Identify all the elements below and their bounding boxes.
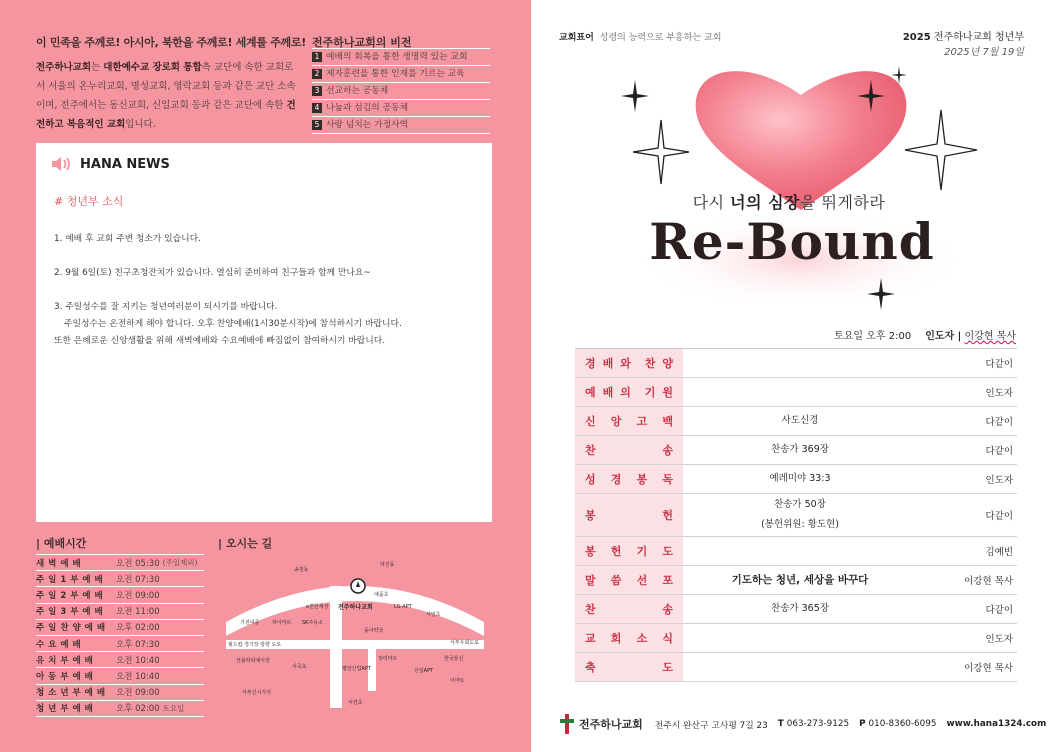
map-label: 서연초 (348, 700, 363, 706)
map-label: e편한세상 (306, 604, 329, 610)
footer-address: 전주시 완산구 고사평 7길 23 (654, 720, 768, 731)
worship-order-row (575, 595, 1017, 624)
sparkle-small-icon (621, 80, 649, 112)
directions-map (218, 556, 492, 716)
vision-list (312, 48, 490, 134)
order-item-char: 축 (585, 661, 596, 674)
worship-time: 오전 09:00 (116, 688, 160, 699)
worship-time: 오전 07:30 (116, 574, 160, 585)
worship-name: 청 소 년 부 예 배 (36, 688, 106, 699)
order-item-person: 다같이 (985, 417, 1013, 428)
worship-name: 청 년 부 예 배 (36, 704, 94, 715)
order-item-detail (683, 469, 917, 489)
worship-times-table (36, 554, 204, 717)
order-item-char: 성 (585, 473, 596, 486)
worship-order-row (575, 436, 1017, 465)
intro-end: 입니다. (125, 119, 156, 130)
intro-denomination: 대한예수교 장로회 통합 (103, 62, 202, 73)
order-item-person: 다같이 (985, 605, 1013, 616)
worship-time-row (36, 555, 204, 571)
worship-order-row (575, 653, 1017, 682)
order-item-person: 인도자 (985, 634, 1013, 645)
worship-time-row (36, 636, 204, 652)
vision-item (312, 117, 490, 134)
map-label: 서일초 (426, 612, 441, 618)
worship-name: 주 일 찬 양 예 배 (36, 623, 106, 634)
news-item-line: 주일성수는 온전하게 해야 합니다. 오후 찬양예배(1시30분시작)에 참석하시기 바랍니다. (64, 319, 402, 329)
news-title: HANA NEWS (80, 156, 170, 172)
map-label: LG APT (394, 604, 412, 610)
worship-time: 오전 05:30 (116, 558, 160, 569)
bulletin-date: 2025년 7월 19일 (944, 47, 1024, 58)
church-motto (559, 30, 721, 43)
worship-order-row (575, 349, 1017, 378)
worship-time: 오전 10:40 (116, 671, 160, 682)
church-slogan: 이 민족을 주께로! 아시아, 북한을 주께로! 세계를 주께로! (36, 36, 306, 49)
order-item-person: 다같이 (985, 511, 1013, 522)
order-item-detail (683, 570, 917, 590)
worship-times-title: | 예배시간 (36, 537, 87, 550)
order-item-char: 봉 (585, 545, 596, 558)
map-label: 덕진동 (380, 562, 395, 568)
order-item-char: 선 (636, 574, 648, 587)
bulletin-year: 2025 (902, 32, 931, 43)
order-item-char: 독 (662, 473, 673, 486)
order-item-char: 고 (636, 415, 648, 428)
order-item-name (575, 436, 683, 464)
order-detail-line: 예레미야 33:3 (769, 473, 831, 484)
order-item-person: 다같이 (985, 359, 1013, 370)
order-item-char: 봉 (636, 473, 648, 486)
order-item-person: 다같이 (985, 446, 1013, 457)
order-item-char: 기 (636, 545, 648, 558)
worship-time-row (36, 701, 204, 717)
news-subtitle: # 청년부 소식 (54, 195, 124, 208)
order-detail-line: 기도하는 청년, 세상을 바꾸다 (731, 574, 869, 586)
map-label: SK주유소 (302, 620, 323, 626)
hana-news-box (36, 143, 492, 522)
leader-name: 이강현 목사 (964, 331, 1016, 342)
order-item-char: 신 (585, 415, 596, 428)
map-label: 서곡초 (292, 664, 307, 670)
footer-phone: 010-8360-6095 (868, 719, 937, 729)
map-label: 한국통신 (444, 656, 464, 662)
sparkle-outline-icon (633, 120, 689, 184)
order-item-char: 식 (662, 632, 673, 645)
map-church-pin-icon (351, 579, 365, 593)
map-label: 서부우회도로 (450, 640, 479, 646)
order-item-name (575, 653, 683, 681)
order-detail-line: 찬송가 365장 (771, 603, 829, 614)
service-info (834, 327, 1016, 342)
worship-time-row (36, 652, 204, 668)
worship-time: 오전 10:40 (116, 655, 160, 666)
map-label: 평안산업APT (342, 666, 371, 672)
order-item-char: 원 (662, 386, 673, 399)
map-label: 예품초 (374, 592, 389, 598)
footer-tel-label: T (777, 719, 784, 729)
tagline-pre: 다시 (692, 193, 731, 212)
vision-text: 예배의 회복을 통한 생명력 있는 교회 (326, 52, 468, 62)
motto-text: 성령의 능력으로 부흥하는 교회 (599, 33, 722, 43)
order-item-name (575, 407, 683, 435)
worship-time: 오전 11:00 (116, 607, 160, 618)
worship-name: 아 동 부 예 배 (36, 671, 94, 682)
order-item-char: 포 (662, 574, 673, 587)
news-item-line: 3. 주일성수를 잘 지키는 청년여러분이 되시기를 바랍니다. (54, 302, 278, 312)
worship-time-row (36, 604, 204, 620)
worship-name: 주 일 3 부 예 배 (36, 607, 104, 618)
order-item-char: 의 (620, 386, 631, 399)
order-item-name (575, 624, 683, 652)
news-header (50, 155, 170, 173)
order-of-worship (575, 348, 1017, 682)
footer-phone-label: P (859, 719, 866, 729)
worship-name: 유 치 부 예 배 (36, 655, 94, 666)
church-intro (36, 58, 298, 134)
map-label: 신일APT (414, 668, 434, 674)
order-item-name (575, 494, 683, 536)
worship-time: 오후 02:00 (116, 704, 160, 715)
order-item-detail (683, 599, 917, 619)
order-item-name (575, 566, 683, 594)
worship-time-row (36, 571, 204, 587)
worship-order-row (575, 494, 1017, 537)
worship-name: 주 일 2 부 예 배 (36, 590, 104, 601)
order-item-detail (683, 495, 917, 535)
news-item: 1. 예배 후 교회 주변 청소가 있습니다. (54, 234, 201, 244)
vision-number: 3 (312, 86, 322, 96)
order-item-char: 헌 (662, 509, 673, 522)
order-item-detail (683, 440, 917, 460)
order-detail-line: 사도신경 (781, 415, 819, 426)
worship-time: 오후 07:30 (116, 639, 160, 650)
vision-item (312, 49, 490, 66)
tagline-post: 을 뛰게하라 (800, 193, 886, 212)
order-item-char: 배 (602, 357, 614, 370)
worship-order-row (575, 624, 1017, 653)
map-arc-road (226, 586, 484, 636)
order-item-person: 인도자 (985, 388, 1013, 399)
order-detail-line: (봉헌위원: 황도현) (761, 519, 839, 530)
map-label: 선플라워예식장 (236, 658, 270, 664)
vision-item (312, 100, 490, 117)
order-item-char: 경 (610, 473, 622, 486)
vision-item (312, 66, 490, 83)
order-item-person: 이강현 목사 (964, 663, 1013, 674)
directions-title: | 오시는 길 (218, 537, 273, 550)
news-item (54, 299, 484, 350)
order-item-person: 이강현 목사 (964, 576, 1013, 587)
order-item-char: 소 (636, 632, 648, 645)
map-label: 전주하나교회 (338, 604, 373, 611)
bulletin-group: 전주하나교회 청년부 (933, 32, 1024, 43)
order-item-char: 경 (585, 357, 596, 370)
order-item-char: 양 (662, 357, 673, 370)
vision-number: 5 (312, 120, 322, 130)
worship-note: (주일제외) (162, 558, 198, 568)
vision-number: 1 (312, 52, 322, 62)
worship-time-row (36, 587, 204, 603)
worship-order-row (575, 378, 1017, 407)
footer-church-name: 전주하나교회 (579, 718, 643, 731)
intro-emphasis: 건전하고 복음적인 교회 (36, 100, 296, 130)
order-item-char: 와 (620, 357, 631, 370)
vision-text: 제자훈련을 통한 인재를 기르는 교육 (326, 69, 465, 79)
order-item-char: 예 (585, 386, 596, 399)
news-items (54, 231, 484, 367)
order-item-char: 도 (662, 545, 673, 558)
worship-order-row (575, 407, 1017, 436)
intro-church-name: 전주하나교회 (36, 62, 92, 73)
vision-number: 4 (312, 103, 322, 113)
order-item-char: 송 (662, 444, 673, 457)
worship-order-row (575, 465, 1017, 494)
vision-text: 사랑 넘치는 가정사역 (326, 120, 409, 130)
sparkle-large-icon (905, 110, 977, 190)
map-label: 장터마트 (378, 656, 398, 662)
order-item-person: 김예빈 (985, 547, 1013, 558)
order-item-name (575, 595, 683, 623)
order-item-name (575, 465, 683, 493)
leader-label: 인도자 | (925, 331, 962, 342)
speaker-icon (50, 155, 74, 173)
vision-number: 2 (312, 69, 322, 79)
footer-web[interactable]: www.hana1324.com (946, 719, 1047, 729)
worship-time: 오전 09:00 (116, 590, 160, 601)
worship-order-row (575, 566, 1017, 595)
hero-title: Re-Bound (649, 212, 935, 271)
order-item-char: 기 (644, 386, 656, 399)
bulletin-header (903, 28, 1024, 43)
order-item-name (575, 378, 683, 406)
map-label: 서부신시가지 (242, 690, 271, 696)
order-detail-line: 찬송가 369장 (771, 444, 829, 455)
order-item-char: 찬 (585, 603, 596, 616)
map-label: 기전여중 (240, 620, 260, 626)
worship-name: 주 일 1 부 예 배 (36, 574, 104, 585)
order-item-char: 말 (585, 574, 596, 587)
church-footer (559, 714, 1049, 734)
map-label: 송천동 (294, 567, 309, 573)
order-item-char: 배 (602, 386, 614, 399)
motto-label: 교회표어 (559, 33, 594, 43)
order-item-char: 회 (610, 632, 622, 645)
worship-name: 수 요 예 배 (36, 639, 82, 650)
order-item-char: 도 (662, 661, 673, 674)
news-item-line: 또한 은혜로운 신앙생활을 위해 새벽예배와 수요예배에 빠짐없이 참여하시기 바랍니다. (54, 336, 386, 346)
worship-time: 오후 02:00 (116, 623, 160, 634)
order-item-char: 찬 (585, 444, 596, 457)
map-label: 동아약국 (364, 628, 384, 634)
worship-note: 토요일 (162, 703, 185, 713)
worship-order-row (575, 537, 1017, 566)
intro-text: 측 교단에 속한 교회로서 서울의 온누리교회, 명성교회, 영락교회 등과 같은 교단 소속이며, 전주에서는 동신교회, 신일교회 등과 같은 교단에 속한 (36, 62, 296, 111)
vision-text: 나눔과 섬김의 공동체 (326, 103, 409, 113)
intro-is: 는 (91, 62, 104, 73)
order-item-char: 헌 (610, 545, 622, 558)
order-detail-line: 찬송가 50장 (774, 499, 826, 510)
tagline-emphasis: 너의 심장 (730, 193, 801, 212)
order-item-person: 인도자 (985, 475, 1013, 486)
map-label: 하이마트 (272, 620, 292, 626)
order-item-char: 앙 (610, 415, 622, 428)
footer-tel: 063-273-9125 (786, 719, 850, 729)
service-time: 토요일 오후 2:00 (834, 331, 912, 342)
order-item-char: 백 (662, 415, 673, 428)
order-item-name (575, 349, 683, 377)
order-item-char: 교 (585, 632, 596, 645)
map-label: 이마트 (450, 678, 465, 684)
hero-tagline (649, 190, 929, 213)
worship-name: 새 벽 예 배 (36, 558, 82, 569)
order-item-char: 찬 (644, 357, 656, 370)
news-item: 2. 9월 6일(토) 친구초청잔치가 있습니다. 열심히 준비하여 친구들과 함께 만나요~ (54, 268, 371, 278)
order-item-char: 씀 (610, 574, 622, 587)
church-logo-icon (559, 714, 575, 734)
worship-time-row (36, 668, 204, 684)
right-panel (531, 0, 1056, 752)
order-item-char: 송 (662, 603, 673, 616)
vision-item (312, 83, 490, 100)
order-item-detail (683, 411, 917, 431)
vision-title: 전주하나교회의 비전 (312, 36, 412, 49)
order-item-name (575, 537, 683, 565)
worship-time-row (36, 685, 204, 701)
vision-text: 선교하는 공동체 (326, 86, 389, 96)
map-label: 월드컵 경기장 방향 도로 (228, 642, 282, 648)
order-item-char: 봉 (585, 509, 596, 522)
worship-time-row (36, 620, 204, 636)
